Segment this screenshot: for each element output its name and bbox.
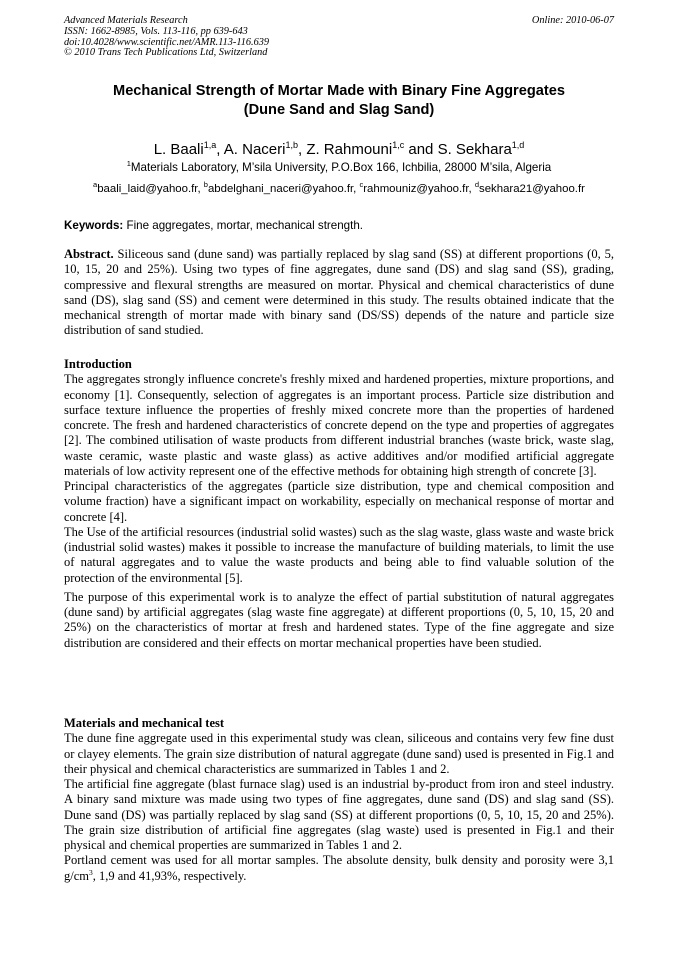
keywords-label: Keywords: xyxy=(64,219,124,232)
introduction-section xyxy=(64,357,614,651)
materials-paragraph-2: The artificial fine aggregate (blast furnace slag) used is an industrial by-product from iron and steel industry. A binary sand mixture was made using two types of fine aggregates, dune sand (DS) and slag sand (SS). Dune sand (DS) was partially replaced by slag sand (SS) at different proportions (0, 5, 10, 15, 20 and 25%). The grain size distribution of artificial fine aggregates (slag waste) used is presented in Fig.1 and their physical and chemical properties are summarized in Tables 1 and 2. xyxy=(64,777,614,852)
journal-name: Advanced Materials Research xyxy=(64,15,188,26)
issn-line: ISSN: 1662-8985, Vols. 113-116, pp 639-643 xyxy=(64,25,248,37)
intro-paragraph-1: The aggregates strongly influence concrete's freshly mixed and hardened properties, mixture proportions, and economy [1]. Consequently, selection of aggregates is an important process. Particle size distribution and surface texture influence the properties of freshly mixed concrete more than the properties of hardened concrete. The fresh and hardened characteristics of concrete depend on the type and properties of aggregates [2]. The combined utilisation of waste products from different industrial branches (waste brick, waste slag, waste ceramic, waste plastic and waste glass) as active additives and/or modified artificial aggregate materials of low activity represent one of the effective methods for obtaining high strength of concrete [3]. xyxy=(64,372,614,478)
materials-heading: Materials and mechanical test xyxy=(64,716,225,730)
intro-paragraph-3: The Use of the artificial resources (industrial solid wastes) such as the slag waste, glass waste and waste brick (industrial solid wastes) makes it possible to increase the manufacture of building materials, to limit the use of natural aggregates and to value the waste products and being able to find valuable solution of the protection of the environmental [5]. xyxy=(64,524,614,585)
email-b: $^b$abdelghani_naceri@yahoo.fr, xyxy=(203,180,360,195)
keywords-text: Fine aggregates, mortar, mechanical strength. xyxy=(123,219,364,232)
author-list xyxy=(64,141,614,159)
author-emails xyxy=(40,182,638,196)
materials-paragraph-1: The dune fine aggregate used in this experimental study was clean, siliceous and contains very few fine dust or clayey elements. The grain size distribution of natural aggregate (dune sand) used is presented in Fig.1 and their physical and chemical characteristics are summarized in Tables 1 and 2. xyxy=(64,731,614,776)
author-1: L. Baali$^{1,a}$, xyxy=(153,140,224,158)
introduction-heading: Introduction xyxy=(64,357,132,371)
affiliation: $^1$Materials Laboratory, M’sila University, P.O.Box 166, Ichbilia, 28000 M’sila, Algeria xyxy=(126,159,552,174)
author-4: S. Sekhara$^{1,d}$ xyxy=(437,140,525,158)
running-header xyxy=(64,16,614,59)
intro-paragraph-2: Principal characteristics of the aggregates (particle size distribution, type and chemical composition and volume fraction) have a significant impact on workability, especially on mechanical response of mortar and concrete [4]. xyxy=(64,479,614,524)
author-3: Z. Rahmouni$^{1,c}$ and xyxy=(306,140,438,158)
keywords xyxy=(64,219,614,233)
email-c: $^c$rahmouniz@yahoo.fr, xyxy=(359,180,475,195)
online-date: Online: 2010-06-07 xyxy=(531,15,614,26)
materials-section xyxy=(64,716,614,884)
abstract-label: Abstract. xyxy=(64,247,114,261)
intro-paragraph-4: The purpose of this experimental work is to analyze the effect of partial substitution of natural aggregates (dune sand) by artificial aggregates (slag waste fine aggregate) at different proportions (0, 5, 10, 15, 20 and 25%) on the characteristics of mortar at fresh and hardened states. Type of the fine aggregate and size distribution are considered and their effects on mortar mechanical properties have been studied. xyxy=(64,589,614,650)
title-line-2: (Dune Sand and Slag Sand) xyxy=(243,102,435,118)
author-2: A. Naceri$^{1,b}$, xyxy=(223,140,307,158)
email-a: $^a$baali_laid@yahoo.fr, xyxy=(93,180,204,195)
doi-line: doi:10.4028/www.scientific.net/AMR.113-116.639 xyxy=(64,36,270,48)
abstract xyxy=(64,247,614,339)
title-line-1: Mechanical Strength of Mortar Made with Binary Fine Aggregates xyxy=(113,83,565,99)
email-d: $^d$sekhara21@yahoo.fr xyxy=(474,180,585,195)
copyright-line: © 2010 Trans Tech Publications Ltd, Switzerland xyxy=(64,47,268,59)
abstract-text: Siliceous sand (dune sand) was partially replaced by slag sand (SS) at different proportions (0, 5, 10, 15, 20 and 25%). Using two types of fine aggregates, dune sand (DS) and slag sand (SS), grading, compressive and flexural strengths are measured on mortar. Physical and chemical characteristics of dune sand (DS), slag sand (SS) and cement were determined in this study. The results obtained indicate that the mechanical strength of mortar made with binary sand (DS/SS) depends of the nature and particle size distribution of sand studied. xyxy=(64,247,614,338)
paper-title xyxy=(64,82,614,120)
materials-paragraph-3: Portland cement was used for all mortar samples. The absolute density, bulk density and porosity were 3,1 $g/cm^3$, 1,9 and 41,93%, respectively. xyxy=(64,853,614,883)
